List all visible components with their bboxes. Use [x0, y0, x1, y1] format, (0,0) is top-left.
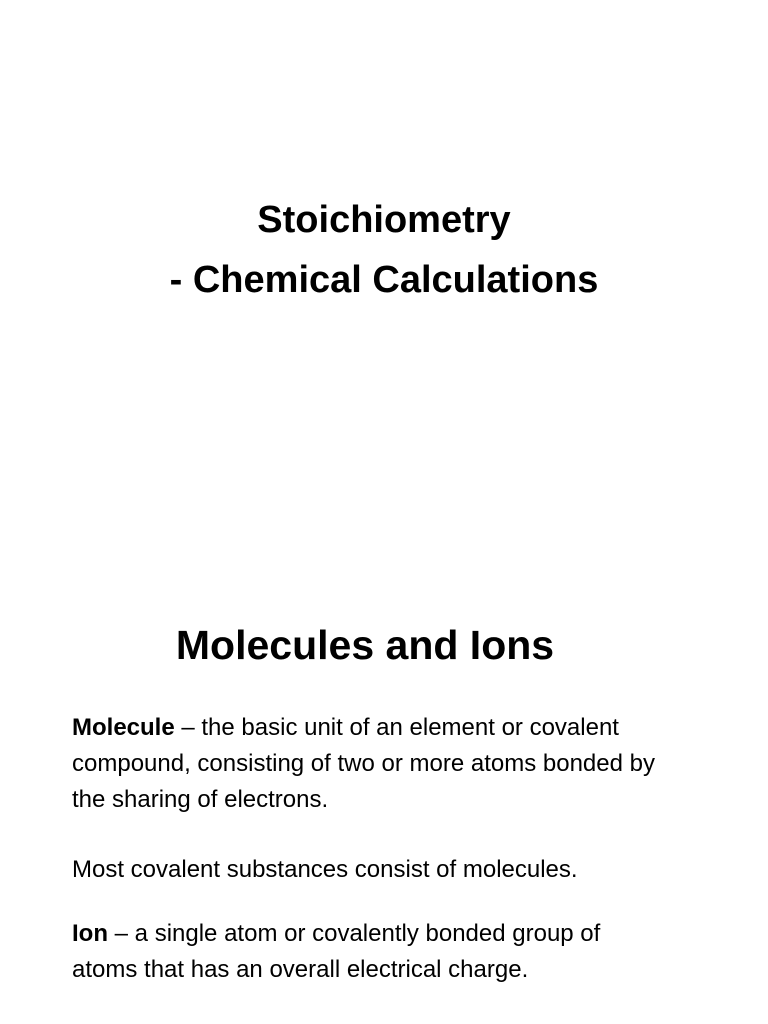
title-line-2: - Chemical Calculations	[169, 259, 599, 301]
title-line-1: Stoichiometry	[257, 199, 511, 241]
covalent-note: Most covalent substances consist of molecules.	[72, 856, 578, 883]
molecule-definition-text: – the basic unit of an element or covalent compound, consisting of two or more atoms bonded by the sharing of electrons.	[72, 714, 655, 813]
slide-title	[0, 190, 768, 310]
ion-term: Ion	[72, 920, 108, 947]
content-slide	[0, 470, 768, 1024]
ion-definition-text: – a single atom or covalently bonded group of atoms that has an overall electrical charge.	[72, 920, 601, 983]
molecule-definition	[72, 710, 672, 818]
molecule-term: Molecule	[72, 714, 175, 741]
title-slide	[0, 0, 768, 460]
ion-definition	[72, 916, 672, 988]
slide-heading: Molecules and Ions	[175, 622, 555, 668]
